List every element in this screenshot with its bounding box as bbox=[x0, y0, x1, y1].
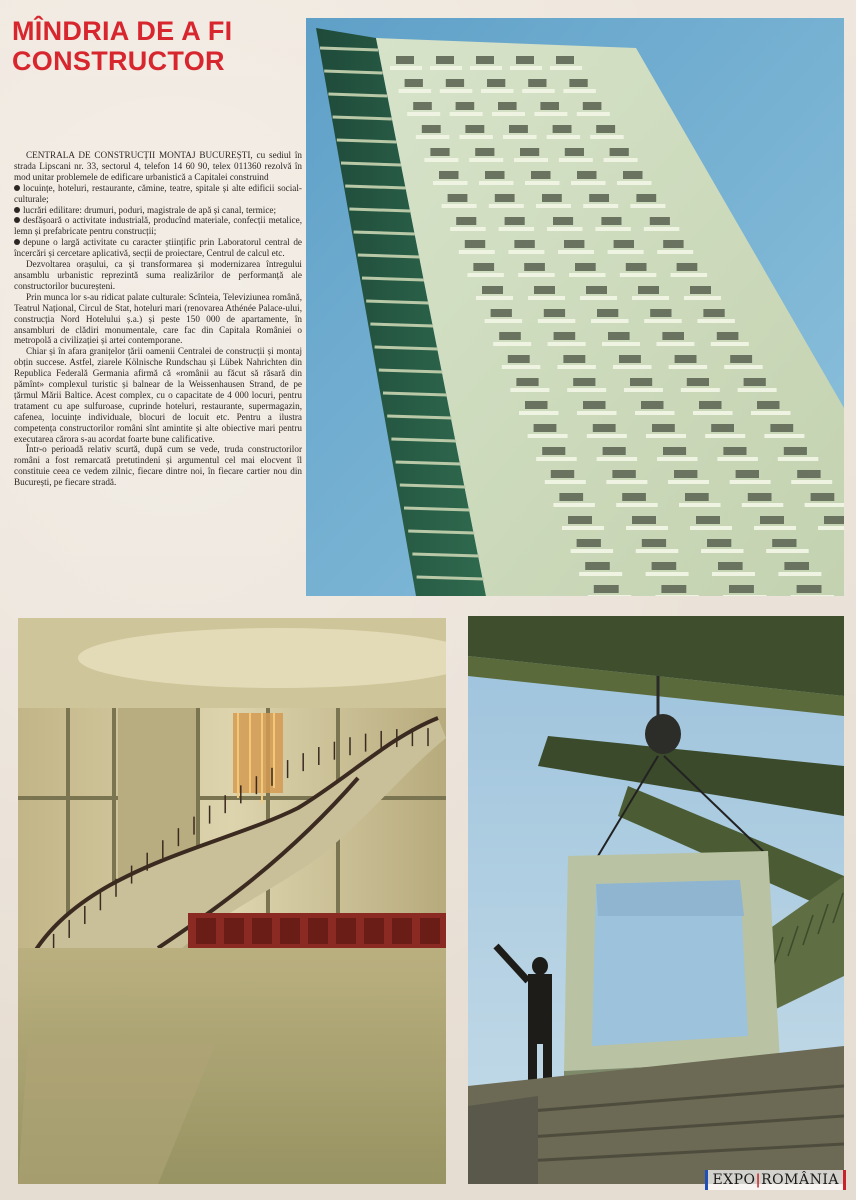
page-title bbox=[12, 16, 302, 76]
watermark-logo: EXPO|ROMÂNIA bbox=[705, 1170, 846, 1190]
article-bullet: desfășoară o activitate industrială, producînd materiale, confecții metalice, lemn și prefabricate pentru construcții; bbox=[14, 215, 302, 237]
bullet-icon bbox=[14, 207, 20, 213]
article-paragraph: Prin munca lor s-au ridicat palate culturale: Scînteia, Televiziunea română, Teatrul Național, Circul de Stat, hoteluri mari (renovarea Athénée Palace-ului, construcția Nord Hotelului ș.a.) și peste 150 000 de apartamente, în ansambluri de clădiri monumentale, care fac din Capitala României o metropolă a civilizației și artei contemporane. bbox=[14, 291, 302, 346]
article-bullet: depune o largă activitate cu caracter științific prin Laboratorul central de încercări și cercetare aplicativă, secții de proiectare, Centrul de calcul etc. bbox=[14, 237, 302, 259]
crane-panel-photo bbox=[468, 616, 844, 1184]
article-bullet: locuințe, hoteluri, restaurante, cămine, teatre, spitale și alte edificii social-culturale; bbox=[14, 182, 302, 204]
spiral-staircase-photo bbox=[18, 618, 446, 1184]
article-intro: CENTRALA DE CONSTRUCȚII MONTAJ BUCUREȘTI, cu sediul în strada Lipscani nr. 33, sectorul 4, telefon 14 60 90, telex 011360 rezolvă în mod unitar problemele de edificare urbanistică a Capitalei construind bbox=[14, 150, 302, 182]
tower-block-photo bbox=[306, 18, 844, 596]
bullet-icon bbox=[14, 185, 20, 191]
article-body bbox=[14, 150, 302, 600]
title-line-1: MÎNDRIA DE A FI bbox=[12, 16, 233, 46]
article-paragraph: Chiar și în afara granițelor țării oamenii Centralei de construcții și montaj obțin succese. Astfel, ziarele Kölnische Rundschau și Lübek Nahrichten din Republica Federală Germania afirmă că «românii au făcut să răsară din pămînt» complexul turistic și balnear de la Weissenhausen Strand, de pe țărmul Mării Baltice. Acest complex, cu o capacitate de 4 000 locuri, pentru tratament cu ape sulfuroase, cuprinde hoteluri, restaurante, supermagazin, cafenea, locuințe individuale, blocuri de locuit etc. Pentru a ilustra competența constructorilor români sînt amintite și alte obiective mari pentru executarea cărora s-au acordat foarte bune calificative. bbox=[14, 346, 302, 444]
article-bullet: lucrări edilitare: drumuri, poduri, magistrale de apă și canal, termice; bbox=[14, 205, 302, 216]
bullet-icon bbox=[14, 239, 20, 245]
title-line-2: CONSTRUCTOR bbox=[12, 46, 225, 76]
article-paragraph: Într-o perioadă relativ scurtă, după cum se vede, truda constructorilor români a fost remarcată pretutindeni și argumentul cel mai elocvent îl constituie ceea ce vedem zilnic, fiecare dintre noi, în fiecare cartier nou din București, pe fiecare stradă. bbox=[14, 444, 302, 488]
bullet-icon bbox=[14, 217, 20, 223]
article-paragraph: Dezvoltarea orașului, ca și transformarea și modernizarea întregului ansamblu urbanistic reprezintă suma realizărilor de performanță ale constructorilor bucureșteni. bbox=[14, 259, 302, 291]
